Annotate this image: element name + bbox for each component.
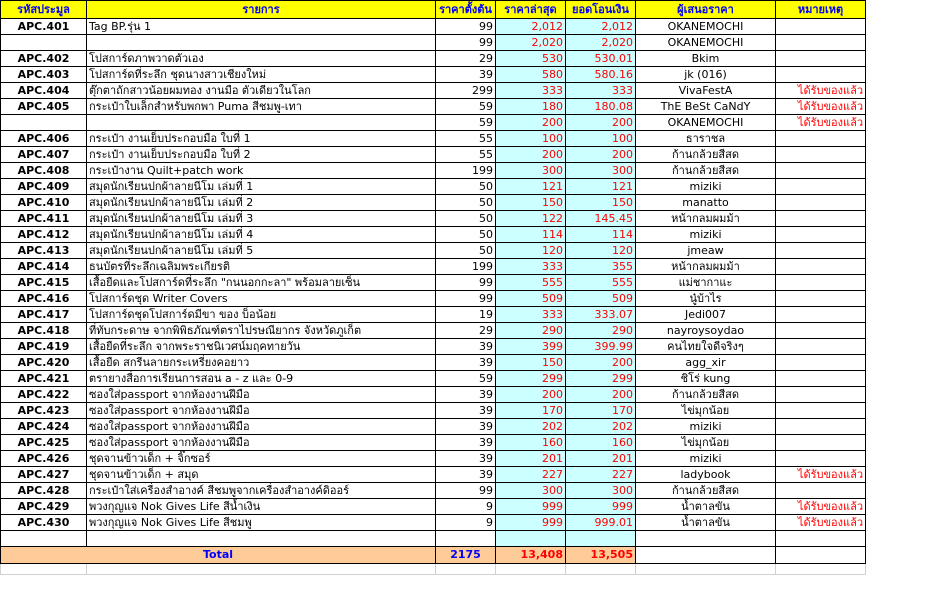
cell-code[interactable]: APC.406 — [1, 131, 87, 147]
cell-paid[interactable]: 201 — [566, 451, 636, 467]
cell-last-price[interactable]: 121 — [496, 179, 566, 195]
cell-code[interactable]: APC.425 — [1, 435, 87, 451]
cell-code[interactable]: APC.409 — [1, 179, 87, 195]
cell-item[interactable]: กระเป๋า งานเย็บประกอบมือ ใบที่ 1 — [87, 131, 436, 147]
cell-bidder[interactable]: ก้านกล้วยสีสด — [636, 163, 776, 179]
cell-item[interactable]: พวงกุญแจ Nok Gives Life สีน้ำเงิน — [87, 499, 436, 515]
cell-item[interactable]: ธนบัตรที่ระลึกเฉลิมพระเกียรติ — [87, 259, 436, 275]
table-row — [1, 115, 866, 131]
cell-item[interactable]: กระเป๋างาน Quilt+patch work — [87, 163, 436, 179]
cell-paid[interactable]: 114 — [566, 227, 636, 243]
cell-start-price[interactable]: 55 — [436, 147, 496, 163]
cell-start-price[interactable]: 59 — [436, 115, 496, 131]
cell-note[interactable] — [776, 355, 866, 371]
cell-start-price[interactable]: 50 — [436, 227, 496, 243]
cell-last-price[interactable]: 290 — [496, 323, 566, 339]
header-row — [1, 1, 866, 19]
cell-item[interactable]: พวงกุญแจ Nok Gives Life สีชมพู — [87, 515, 436, 531]
cell-bidder[interactable]: ก้านกล้วยสีสด — [636, 147, 776, 163]
cell-start-price[interactable]: 39 — [436, 403, 496, 419]
cell-paid[interactable]: 121 — [566, 179, 636, 195]
cell-item[interactable]: กระเป๋าใส่เครื่องสำอางค์ สีชมพูจากเครื่องสำอางค์ดิออร์ — [87, 483, 436, 499]
cell-bidder[interactable]: ก้านกล้วยสีสด — [636, 387, 776, 403]
table-row — [1, 307, 866, 323]
cell-paid[interactable]: 170 — [566, 403, 636, 419]
cell-start-price[interactable]: 39 — [436, 467, 496, 483]
cell-item[interactable]: เสื้อยืด สกรีนลายกระเหรี่ยงคอยาว — [87, 355, 436, 371]
cell-last-price[interactable]: 200 — [496, 387, 566, 403]
cell-last-price[interactable]: 200 — [496, 115, 566, 131]
cell-last-price[interactable]: 333 — [496, 83, 566, 99]
cell-paid[interactable]: 200 — [566, 147, 636, 163]
table-row — [1, 99, 866, 115]
cell-item[interactable] — [87, 115, 436, 131]
cell-last-price[interactable]: 160 — [496, 435, 566, 451]
cell-paid[interactable]: 555 — [566, 275, 636, 291]
table-row — [1, 499, 866, 515]
blank-row — [1, 531, 866, 547]
cell-paid[interactable]: 200 — [566, 355, 636, 371]
cell-paid[interactable]: 300 — [566, 483, 636, 499]
cell-bidder[interactable]: miziki — [636, 419, 776, 435]
cell-note[interactable] — [776, 67, 866, 83]
cell-note[interactable] — [776, 19, 866, 35]
cell-note[interactable]: ได้รับของแล้ว — [776, 83, 866, 99]
cell-paid[interactable]: 333 — [566, 83, 636, 99]
cell-item[interactable]: ซองใส่passport จากห้องงานฝีมือ — [87, 403, 436, 419]
cell-item[interactable]: ตุ๊กตาถักสาวน้อยผมทอง งานมือ ตัวเดียวในโลก — [87, 83, 436, 99]
cell-note[interactable] — [776, 483, 866, 499]
header-last-price[interactable]: ราคาล่าสุด — [496, 1, 566, 19]
cell-note[interactable] — [776, 179, 866, 195]
cell-last-price[interactable]: 201 — [496, 451, 566, 467]
cell-bidder[interactable]: Bkim — [636, 51, 776, 67]
cell-start-price[interactable]: 9 — [436, 515, 496, 531]
cell-start-price[interactable]: 39 — [436, 435, 496, 451]
cell-note[interactable] — [776, 323, 866, 339]
table-row — [1, 435, 866, 451]
cell-code[interactable]: APC.422 — [1, 387, 87, 403]
cell-code[interactable]: APC.424 — [1, 419, 87, 435]
cell-paid[interactable]: 509 — [566, 291, 636, 307]
cell-code[interactable]: APC.402 — [1, 51, 87, 67]
cell-bidder[interactable]: น้ำตาลขัน — [636, 499, 776, 515]
cell-item[interactable]: โปสการ์ดภาพวาดตัวเอง — [87, 51, 436, 67]
cell-bidder[interactable]: ชิโร่ kung — [636, 371, 776, 387]
cell-paid[interactable]: 530.01 — [566, 51, 636, 67]
total-start[interactable]: 2175 — [436, 547, 496, 564]
table-row — [1, 67, 866, 83]
cell-item[interactable]: สมุดนักเรียนปกผ้าลายนีโม เล่มที่ 3 — [87, 211, 436, 227]
total-label[interactable]: Total — [1, 547, 436, 564]
table-row — [1, 483, 866, 499]
cell-start-price[interactable]: 99 — [436, 35, 496, 51]
cell-code[interactable]: APC.405 — [1, 99, 87, 115]
cell-item[interactable]: กระเป๋าใบเล็กสำหรับพกพา Puma สีชมพู-เทา — [87, 99, 436, 115]
cell-last-price[interactable]: 580 — [496, 67, 566, 83]
cell-last-price[interactable]: 299 — [496, 371, 566, 387]
cell-code[interactable]: APC.403 — [1, 67, 87, 83]
cell-bidder[interactable]: ธาราชล — [636, 131, 776, 147]
cell-last-price[interactable]: 999 — [496, 515, 566, 531]
total-bidder-cell[interactable] — [636, 547, 776, 564]
cell-paid[interactable]: 999.01 — [566, 515, 636, 531]
cell-code[interactable]: APC.413 — [1, 243, 87, 259]
table-row — [1, 403, 866, 419]
cell-note[interactable] — [776, 275, 866, 291]
cell-start-price[interactable]: 99 — [436, 291, 496, 307]
cell-start-price[interactable]: 39 — [436, 419, 496, 435]
cell-bidder[interactable]: คนไทยใจดีจริงๆ — [636, 339, 776, 355]
cell-start-price[interactable]: 29 — [436, 323, 496, 339]
cell-note[interactable] — [776, 131, 866, 147]
cell-item[interactable]: สมุดนักเรียนปกผ้าลายนีโม เล่มที่ 4 — [87, 227, 436, 243]
table-row — [1, 467, 866, 483]
table-row — [1, 131, 866, 147]
header-code[interactable]: รหัสประมูล — [1, 1, 87, 19]
table-row — [1, 323, 866, 339]
cell-bidder[interactable]: nayroysoydao — [636, 323, 776, 339]
cell-code[interactable]: APC.414 — [1, 259, 87, 275]
table-row — [1, 83, 866, 99]
cell-item[interactable]: ชุดจานข้าวเด็ก + สมุด — [87, 467, 436, 483]
cell-bidder[interactable]: ไข่มุกน้อย — [636, 403, 776, 419]
cell-last-price[interactable]: 530 — [496, 51, 566, 67]
header-bidder[interactable]: ผู้เสนอราคา — [636, 1, 776, 19]
cell-code[interactable]: APC.423 — [1, 403, 87, 419]
cell-code[interactable]: APC.427 — [1, 467, 87, 483]
cell-last-price[interactable]: 180 — [496, 99, 566, 115]
cell-note[interactable] — [776, 419, 866, 435]
cell-item[interactable]: โปสการ์ดชุด Writer Covers — [87, 291, 436, 307]
cell-last-price[interactable]: 300 — [496, 483, 566, 499]
cell-last-price[interactable]: 100 — [496, 131, 566, 147]
cell-paid[interactable]: 2,012 — [566, 19, 636, 35]
cell-note[interactable] — [776, 243, 866, 259]
cell-start-price[interactable]: 39 — [436, 451, 496, 467]
cell-bidder[interactable]: OKANEMOCHI — [636, 115, 776, 131]
cell-code[interactable] — [1, 115, 87, 131]
cell-bidder[interactable]: ไข่มุกน้อย — [636, 435, 776, 451]
cell-last-price[interactable]: 509 — [496, 291, 566, 307]
cell-start-price[interactable]: 39 — [436, 355, 496, 371]
cell-item[interactable]: ตรายางสื่อการเรียนการสอน a - z และ 0-9 — [87, 371, 436, 387]
cell-bidder[interactable]: OKANEMOCHI — [636, 19, 776, 35]
cell-note[interactable] — [776, 371, 866, 387]
table-row — [1, 275, 866, 291]
cell-bidder[interactable]: miziki — [636, 179, 776, 195]
cell-bidder[interactable]: หน้ากลมผมม้า — [636, 211, 776, 227]
cell-item[interactable]: Tag BP.รุ่น 1 — [87, 19, 436, 35]
cell-item[interactable]: เสื้อยืดที่ระลึก จากพระราชนิเวศน์มฤคทายวัน — [87, 339, 436, 355]
cell-code[interactable]: APC.408 — [1, 163, 87, 179]
table-row — [1, 179, 866, 195]
cell-last-price[interactable]: 202 — [496, 419, 566, 435]
cell-start-price[interactable]: 9 — [436, 499, 496, 515]
cell-last-price[interactable]: 150 — [496, 355, 566, 371]
cell-start-price[interactable]: 19 — [436, 307, 496, 323]
cell-paid[interactable]: 290 — [566, 323, 636, 339]
cell-last-price[interactable]: 2,020 — [496, 35, 566, 51]
cell-note[interactable] — [776, 451, 866, 467]
cell-paid[interactable]: 200 — [566, 115, 636, 131]
cell-last-price[interactable]: 114 — [496, 227, 566, 243]
cell-start-price[interactable]: 29 — [436, 51, 496, 67]
cell-bidder[interactable]: แม่ชากาแะ — [636, 275, 776, 291]
cell-start-price[interactable]: 50 — [436, 179, 496, 195]
total-last[interactable]: 13,408 — [496, 547, 566, 564]
cell-start-price[interactable]: 55 — [436, 131, 496, 147]
cell-code[interactable]: APC.421 — [1, 371, 87, 387]
cell-note[interactable] — [776, 387, 866, 403]
cell-code[interactable]: APC.407 — [1, 147, 87, 163]
cell-code[interactable]: APC.429 — [1, 499, 87, 515]
table-row — [1, 211, 866, 227]
total-note-cell[interactable] — [776, 547, 866, 564]
cell-start-price[interactable]: 50 — [436, 211, 496, 227]
cell-paid[interactable]: 160 — [566, 435, 636, 451]
cell-code[interactable]: APC.415 — [1, 275, 87, 291]
cell-paid[interactable]: 299 — [566, 371, 636, 387]
table-row — [1, 19, 866, 35]
cell-item[interactable]: โปสการ์ดที่ระลึก ชุดนางสาวเชียงใหม่ — [87, 67, 436, 83]
cell-item[interactable] — [87, 35, 436, 51]
cell-bidder[interactable]: manatto — [636, 195, 776, 211]
cell-last-price[interactable]: 333 — [496, 259, 566, 275]
cell-last-price[interactable]: 122 — [496, 211, 566, 227]
cell-note[interactable]: ได้รับของแล้ว — [776, 499, 866, 515]
cell-paid[interactable]: 145.45 — [566, 211, 636, 227]
cell-bidder[interactable]: หน้ากลมผมม้า — [636, 259, 776, 275]
cell-bidder[interactable]: jmeaw — [636, 243, 776, 259]
cell-item[interactable]: สมุดนักเรียนปกผ้าลายนีโม เล่มที่ 5 — [87, 243, 436, 259]
cell-paid[interactable]: 227 — [566, 467, 636, 483]
cell-paid[interactable]: 120 — [566, 243, 636, 259]
table-row — [1, 451, 866, 467]
table-row — [1, 35, 866, 51]
table-row — [1, 259, 866, 275]
table-row — [1, 147, 866, 163]
cell-note[interactable] — [776, 259, 866, 275]
header-start-price[interactable]: ราคาตั้งต้น — [436, 1, 496, 19]
cell-item[interactable]: กระเป๋า งานเย็บประกอบมือ ใบที่ 2 — [87, 147, 436, 163]
total-paid[interactable]: 13,505 — [566, 547, 636, 564]
cell-start-price[interactable]: 299 — [436, 83, 496, 99]
cell-item[interactable]: สมุดนักเรียนปกผ้าลายนีโม เล่มที่ 2 — [87, 195, 436, 211]
cell-paid[interactable]: 150 — [566, 195, 636, 211]
cell-bidder[interactable]: Jedi007 — [636, 307, 776, 323]
cell-bidder[interactable]: VivaFestA — [636, 83, 776, 99]
cell-note[interactable] — [776, 291, 866, 307]
cell-last-price[interactable]: 200 — [496, 147, 566, 163]
cell-code[interactable]: APC.417 — [1, 307, 87, 323]
cell-last-price[interactable]: 555 — [496, 275, 566, 291]
cell-paid[interactable]: 355 — [566, 259, 636, 275]
cell-item[interactable]: สมุดนักเรียนปกผ้าลายนีโม เล่มที่ 1 — [87, 179, 436, 195]
cell-paid[interactable]: 180.08 — [566, 99, 636, 115]
cell-paid[interactable]: 2,020 — [566, 35, 636, 51]
cell-code[interactable]: APC.419 — [1, 339, 87, 355]
table-row — [1, 243, 866, 259]
cell-item[interactable]: ซองใส่passport จากห้องงานฝีมือ — [87, 435, 436, 451]
cell-code[interactable]: APC.412 — [1, 227, 87, 243]
cell-bidder[interactable]: ladybook — [636, 467, 776, 483]
cell-last-price[interactable]: 120 — [496, 243, 566, 259]
cell-start-price[interactable]: 199 — [436, 163, 496, 179]
table-row — [1, 195, 866, 211]
cell-start-price[interactable]: 59 — [436, 99, 496, 115]
cell-code[interactable]: APC.426 — [1, 451, 87, 467]
cell-bidder[interactable]: OKANEMOCHI — [636, 35, 776, 51]
cell-last-price[interactable]: 399 — [496, 339, 566, 355]
cell-note[interactable]: ได้รับของแล้ว — [776, 515, 866, 531]
cell-code[interactable] — [1, 35, 87, 51]
cell-start-price[interactable]: 59 — [436, 371, 496, 387]
cell-note[interactable] — [776, 435, 866, 451]
table-row — [1, 163, 866, 179]
cell-last-price[interactable]: 333 — [496, 307, 566, 323]
cell-last-price[interactable]: 150 — [496, 195, 566, 211]
cell-last-price[interactable]: 2,012 — [496, 19, 566, 35]
cell-bidder[interactable]: ก้านกล้วยสีสด — [636, 483, 776, 499]
cell-paid[interactable]: 399.99 — [566, 339, 636, 355]
cell-code[interactable]: APC.418 — [1, 323, 87, 339]
cell-bidder[interactable]: น้ำตาลขัน — [636, 515, 776, 531]
cell-note[interactable] — [776, 339, 866, 355]
cell-item[interactable]: เสื้อยืดและโปสการ์ดที่ระลึก "กนนอกกะลา" พร้อมลายเซ็น — [87, 275, 436, 291]
cell-paid[interactable]: 300 — [566, 163, 636, 179]
header-paid[interactable]: ยอดโอนเงิน — [566, 1, 636, 19]
cell-note[interactable] — [776, 403, 866, 419]
cell-start-price[interactable]: 50 — [436, 195, 496, 211]
cell-start-price[interactable]: 199 — [436, 259, 496, 275]
cell-last-price[interactable]: 999 — [496, 499, 566, 515]
cell-bidder[interactable]: miziki — [636, 451, 776, 467]
cell-bidder[interactable]: miziki — [636, 227, 776, 243]
cell-start-price[interactable]: 50 — [436, 243, 496, 259]
cell-paid[interactable]: 200 — [566, 387, 636, 403]
cell-item[interactable]: ซองใส่passport จากห้องงานฝีมือ — [87, 387, 436, 403]
total-row — [1, 547, 866, 564]
cell-bidder[interactable]: agg_xir — [636, 355, 776, 371]
cell-start-price[interactable]: 39 — [436, 339, 496, 355]
cell-code[interactable]: APC.410 — [1, 195, 87, 211]
cell-note[interactable] — [776, 195, 866, 211]
cell-item[interactable]: ชุดจานข้าวเด็ก + จิ๊กซอร์ — [87, 451, 436, 467]
cell-code[interactable]: APC.404 — [1, 83, 87, 99]
table-row — [1, 371, 866, 387]
cell-code[interactable]: APC.416 — [1, 291, 87, 307]
cell-paid[interactable]: 333.07 — [566, 307, 636, 323]
cell-start-price[interactable]: 99 — [436, 483, 496, 499]
cell-note[interactable] — [776, 163, 866, 179]
cell-note[interactable] — [776, 227, 866, 243]
cell-bidder[interactable]: jk (016) — [636, 67, 776, 83]
cell-code[interactable]: APC.411 — [1, 211, 87, 227]
cell-last-price[interactable]: 170 — [496, 403, 566, 419]
cell-item[interactable]: ที่ทับกระดาษ จากพิพิธภัณฑ์ตราไปรษณียากร จังหวัดภูเก็ต — [87, 323, 436, 339]
table-row — [1, 387, 866, 403]
empty-row — [1, 564, 866, 575]
cell-paid[interactable]: 100 — [566, 131, 636, 147]
cell-note[interactable] — [776, 51, 866, 67]
cell-note[interactable]: ได้รับของแล้ว — [776, 99, 866, 115]
cell-note[interactable]: ได้รับของแล้ว — [776, 467, 866, 483]
table-row — [1, 51, 866, 67]
cell-note[interactable] — [776, 147, 866, 163]
table-row — [1, 419, 866, 435]
cell-paid[interactable]: 999 — [566, 499, 636, 515]
table-row — [1, 291, 866, 307]
cell-note[interactable] — [776, 307, 866, 323]
cell-paid[interactable]: 580.16 — [566, 67, 636, 83]
cell-code[interactable]: APC.401 — [1, 19, 87, 35]
cell-last-price[interactable]: 227 — [496, 467, 566, 483]
cell-start-price[interactable]: 39 — [436, 67, 496, 83]
cell-bidder[interactable]: ThE BeSt CaNdY — [636, 99, 776, 115]
cell-item[interactable]: ซองใส่passport จากห้องงานฝีมือ — [87, 419, 436, 435]
cell-start-price[interactable]: 39 — [436, 387, 496, 403]
header-item[interactable]: รายการ — [87, 1, 436, 19]
cell-paid[interactable]: 202 — [566, 419, 636, 435]
cell-last-price[interactable]: 300 — [496, 163, 566, 179]
cell-bidder[interactable]: นู๋บ้าไร — [636, 291, 776, 307]
table-row — [1, 515, 866, 531]
cell-code[interactable]: APC.420 — [1, 355, 87, 371]
cell-note[interactable] — [776, 35, 866, 51]
table-row — [1, 355, 866, 371]
cell-note[interactable]: ได้รับของแล้ว — [776, 115, 866, 131]
cell-start-price[interactable]: 99 — [436, 275, 496, 291]
cell-code[interactable]: APC.430 — [1, 515, 87, 531]
cell-start-price[interactable]: 99 — [436, 19, 496, 35]
header-note[interactable]: หมายเหตุ — [776, 1, 866, 19]
table-row — [1, 227, 866, 243]
table-row — [1, 339, 866, 355]
cell-note[interactable] — [776, 211, 866, 227]
cell-code[interactable]: APC.428 — [1, 483, 87, 499]
cell-item[interactable]: โปสการ์ดชุดโปสการ์ดมีขา ของ บ็อน้อย — [87, 307, 436, 323]
